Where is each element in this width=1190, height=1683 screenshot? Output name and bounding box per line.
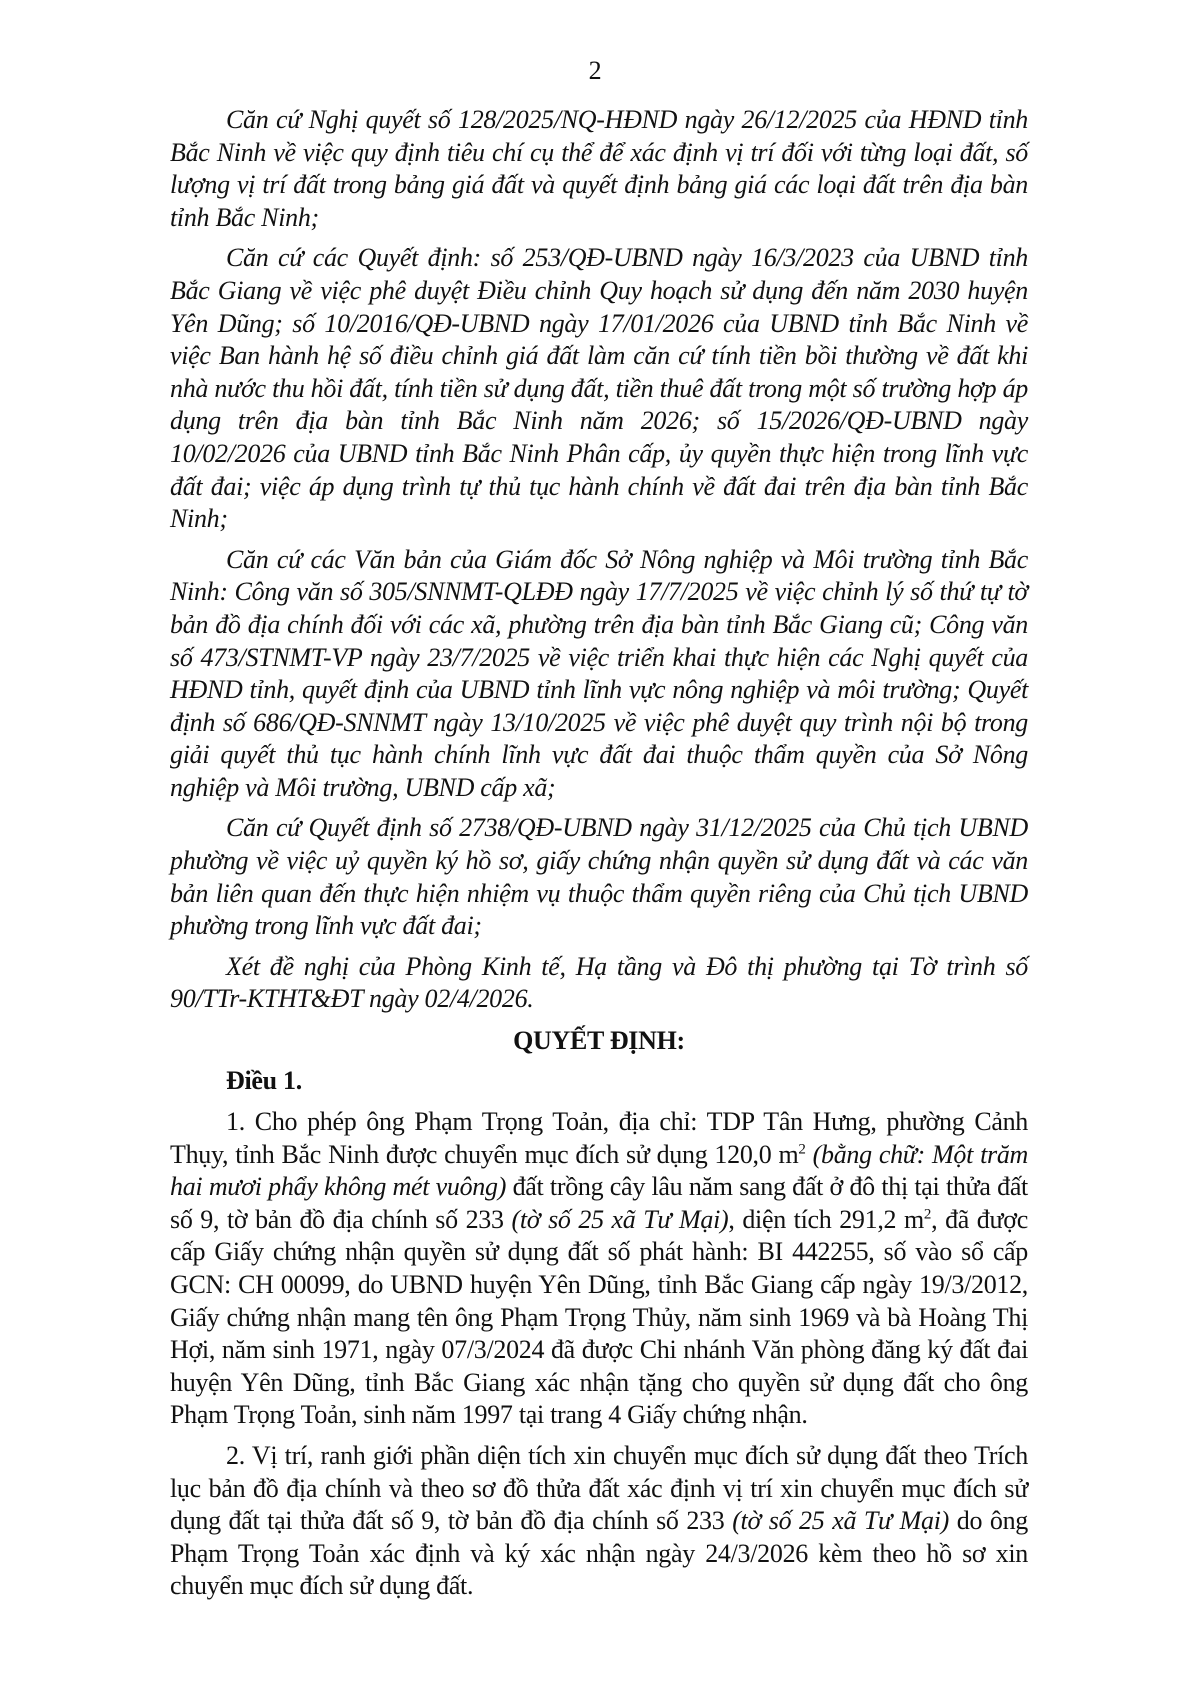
clause-1-text-a: 1. Cho phép ông Phạm Trọng Toản, địa chỉ: TDP Tân Hưng, phường Cảnh Thụy, tỉnh Bắc Ninh được chuyển mục đích sử dụng 120,0 m <box>170 1107 1028 1169</box>
decision-heading: QUYẾT ĐỊNH: <box>513 1026 685 1056</box>
clause-2-text-b: do ông Phạm Trọng Toản xác định và ký xác nhận ngày 24/3/2026 kèm theo hồ sơ xin chuyển mục đích sử dụng đất. <box>170 1506 1028 1601</box>
page-number: 2 <box>588 56 602 85</box>
clause-1-old-map-sheet: (tờ số 25 xã Tư Mại) <box>511 1204 729 1234</box>
document-body <box>170 104 1028 1611</box>
preamble-decisions: Căn cứ các Quyết định: số 253/QĐ-UBND ngày 16/3/2023 của UBND tỉnh Bắc Giang về việc phê duyệt Điều chỉnh Quy hoạch sử dụng đến năm 2030 huyện Yên Dũng; số 10/2016/QĐ-UBND ngày 17/01/2026 của UBND tỉnh Bắc Ninh về việc Ban hành hệ số điều chỉnh giá đất làm căn cứ tính tiền bồi thường về đất khi nhà nước thu hồi đất, tính tiền sử dụng đất, tiền thuê đất trong một số trường hợp áp dụng trên địa bàn tỉnh Bắc Ninh năm 2026; số 15/2026/QĐ-UBND ngày 10/02/2026 của UBND tỉnh Bắc Ninh Phân cấp, ủy quyền thực hiện trong lĩnh vực đất đai; việc áp dụng trình tự thủ tục hành chính về đất đai trên địa bàn tỉnh Bắc Ninh; <box>170 243 1028 534</box>
clause-1-superscript-a: 2 <box>798 1140 806 1157</box>
preamble-proposal: Xét đề nghị của Phòng Kinh tế, Hạ tầng và Đô thị phường tại Tờ trình số 90/TTr-KTHT&ĐT ngày 02/4/2026. <box>170 951 1028 1014</box>
preamble-documents-department: Căn cứ các Văn bản của Giám đốc Sở Nông nghiệp và Môi trường tỉnh Bắc Ninh: Công văn số 305/SNNMT-QLĐĐ ngày 17/7/2025 về việc chỉnh lý số thứ tự tờ bản đồ địa chính đối với các xã, phường trên địa bàn tỉnh Bắc Giang cũ; Công văn số 473/STNMT-VP ngày 23/7/2025 về việc triển khai thực hiện các Nghị quyết của HĐND tỉnh, quyết định của UBND tỉnh lĩnh vực nông nghiệp và môi trường; Quyết định số 686/QĐ-SNNMT ngày 13/10/2025 về việc phê duyệt quy trình nội bộ trong giải quyết thủ tục hành chính lĩnh vực đất đai thuộc thẩm quyền của Sở Nông nghiệp và Môi trường, UBND cấp xã; <box>170 544 1028 802</box>
article-1-clause-1 <box>170 1106 1028 1432</box>
clause-1-superscript-b: 2 <box>923 1206 932 1223</box>
preamble-decision-2738: Căn cứ Quyết định số 2738/QĐ-UBND ngày 31/12/2025 của Chủ tịch UBND phường về việc uỷ quyền ký hồ sơ, giấy chứng nhận quyền sử dụng đất và các văn bản liên quan đến thực hiện nhiệm vụ thuộc thẩm quyền riêng của Chủ tịch UBND phường trong lĩnh vực đất đai; <box>170 813 1028 941</box>
clause-1-area-in-words: (bằng chữ: Một trăm hai mươi phẩy không mét vuông) <box>170 1139 1028 1202</box>
clause-2-text-a: 2. Vị trí, ranh giới phần diện tích xin chuyển mục đích sử dụng đất theo Trích lục bản đồ địa chính và theo sơ đồ thửa đất xác định vị trí xin chuyển mục đích sử dụng đất tại thửa đất số 9, tờ bản đồ địa chính số 233 <box>170 1440 1028 1536</box>
clause-1-text-c: , diện tích 291,2 m <box>728 1204 924 1234</box>
article-1-title: Điều 1. <box>226 1066 302 1096</box>
clause-1-text-d: , đã được cấp Giấy chứng nhận quyền sử dụng đất số phát hành: BI 442255, số vào sổ cấp GCN: CH 00099, do UBND huyện Yên Dũng, tỉnh Bắc Giang cấp ngày 19/3/2012, Giấy chứng nhận mang tên ông Phạm Trọng Thủy, năm sinh 1969 và bà Hoàng Thị Hợi, năm sinh 1971, ngày 07/3/2024 đã được Chi nhánh Văn phòng đăng ký đất đai huyện Yên Dũng, tỉnh Bắc Giang xác nhận tặng cho quyền sử dụng đất cho ông Phạm Trọng Toản, sinh năm 1997 tại trang 4 Giấy chứng nhận. <box>170 1204 1028 1430</box>
preamble-resolution-128: Căn cứ Nghị quyết số 128/2025/NQ-HĐND ngày 26/12/2025 của HĐND tỉnh Bắc Ninh về việc quy định tiêu chí cụ thể để xác định vị trí đối với từng loại đất, số lượng vị trí đất trong bảng giá đất và quyết định bảng giá các loại đất trên địa bàn tỉnh Bắc Ninh; <box>170 105 1028 232</box>
clause-1-text-b: đất trồng cây lâu năm sang đất ở đô thị tại thửa đất số 9, tờ bản đồ địa chính số 233 <box>170 1172 1028 1234</box>
clause-2-old-map-sheet: (tờ số 25 xã Tư Mại) <box>732 1506 949 1536</box>
article-1-clause-2 <box>170 1440 1028 1603</box>
